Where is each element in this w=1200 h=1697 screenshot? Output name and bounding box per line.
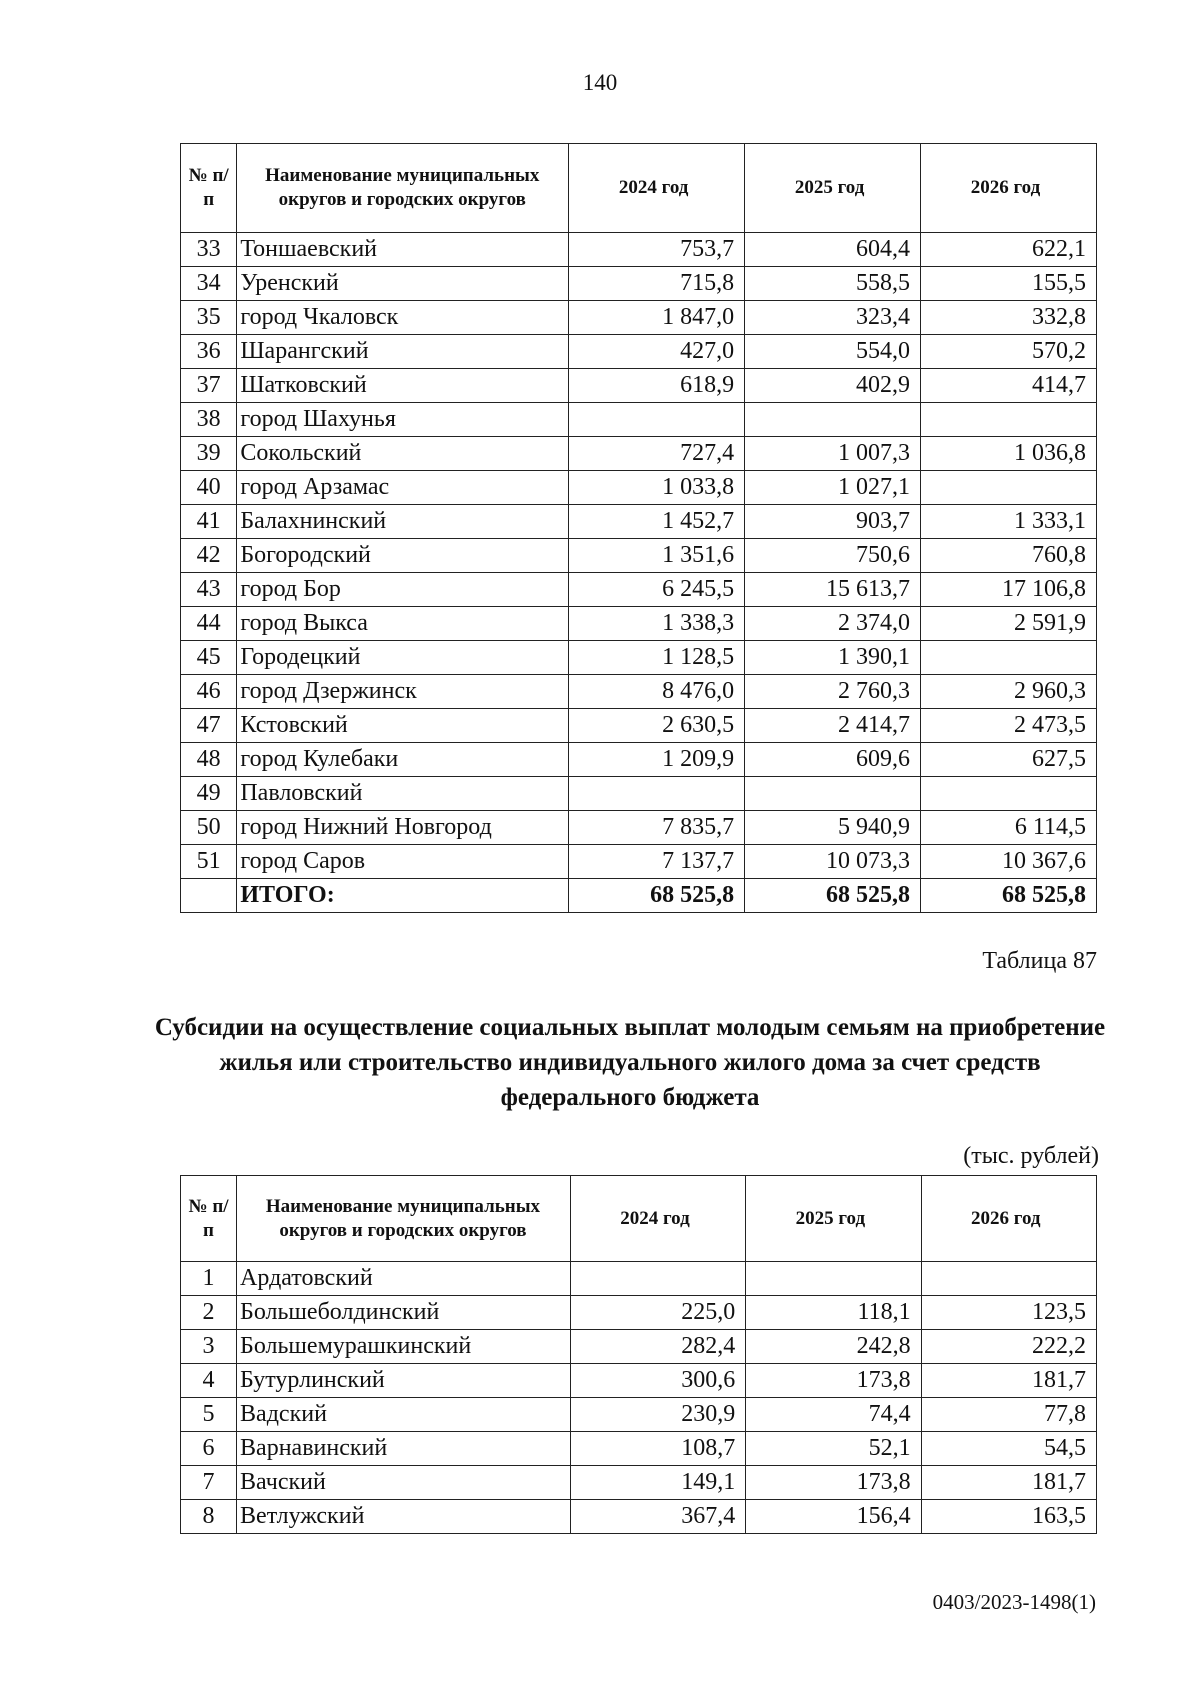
table-row [181, 1364, 1097, 1398]
table-row [181, 1466, 1097, 1500]
table-header-row [181, 1176, 1097, 1262]
row-number: 45 [181, 641, 237, 675]
cell-2026: 54,5 [921, 1432, 1096, 1466]
table-row [181, 403, 1097, 437]
cell-2025: 15 613,7 [745, 573, 921, 607]
total-2024: 68 525,8 [569, 879, 745, 913]
row-number: 7 [181, 1466, 237, 1500]
cell-2026: 123,5 [921, 1296, 1096, 1330]
cell-2026: 17 106,8 [921, 573, 1097, 607]
header-num: № п/п [181, 1176, 237, 1262]
table-row [181, 641, 1097, 675]
row-name: Вачский [237, 1466, 571, 1500]
cell-2025: 2 374,0 [745, 607, 921, 641]
row-name: город Бор [237, 573, 569, 607]
row-name: Большеболдинский [237, 1296, 571, 1330]
cell-2024: 108,7 [570, 1432, 745, 1466]
row-number: 2 [181, 1296, 237, 1330]
header-name: Наименование муниципальных округов и городских округов [237, 144, 569, 233]
cell-2024: 225,0 [570, 1296, 745, 1330]
header-2024: 2024 год [570, 1176, 745, 1262]
row-name: город Шахунья [237, 403, 569, 437]
cell-2025: 323,4 [745, 301, 921, 335]
cell-2026: 622,1 [921, 233, 1097, 267]
row-number: 40 [181, 471, 237, 505]
row-number: 44 [181, 607, 237, 641]
cell-2025: 156,4 [746, 1500, 921, 1534]
cell-2026: 10 367,6 [921, 845, 1097, 879]
row-name: Сокольский [237, 437, 569, 471]
cell-2024: 1 033,8 [569, 471, 745, 505]
row-number: 38 [181, 403, 237, 437]
table-row [181, 845, 1097, 879]
cell-2024: 282,4 [570, 1330, 745, 1364]
table-row [181, 1262, 1097, 1296]
row-name: город Кулебаки [237, 743, 569, 777]
row-number: 48 [181, 743, 237, 777]
cell-2024: 1 128,5 [569, 641, 745, 675]
header-2026: 2026 год [921, 144, 1097, 233]
header-2025: 2025 год [746, 1176, 921, 1262]
table-row [181, 1432, 1097, 1466]
table-row [181, 369, 1097, 403]
table-header-row [181, 144, 1097, 233]
cell-2024: 427,0 [569, 335, 745, 369]
cell-2024: 1 338,3 [569, 607, 745, 641]
row-number: 47 [181, 709, 237, 743]
table-row [181, 743, 1097, 777]
header-2024: 2024 год [569, 144, 745, 233]
cell-2024 [570, 1262, 745, 1296]
row-name: Шарангский [237, 335, 569, 369]
row-number: 36 [181, 335, 237, 369]
table-row [181, 607, 1097, 641]
row-name: Большемурашкинский [237, 1330, 571, 1364]
cell-2025: 5 940,9 [745, 811, 921, 845]
cell-2025: 1 007,3 [745, 437, 921, 471]
cell-2025: 903,7 [745, 505, 921, 539]
cell-2025: 10 073,3 [745, 845, 921, 879]
table-row [181, 301, 1097, 335]
row-name: Богородский [237, 539, 569, 573]
row-name: Варнавинский [237, 1432, 571, 1466]
table-row [181, 1296, 1097, 1330]
table-subsidies-continued [180, 143, 1097, 913]
cell-2024: 715,8 [569, 267, 745, 301]
row-name: Ардатовский [237, 1262, 571, 1296]
header-num: № п/п [181, 144, 237, 233]
row-name: Уренский [237, 267, 569, 301]
cell-2024: 6 245,5 [569, 573, 745, 607]
row-number: 34 [181, 267, 237, 301]
cell-2026: 2 960,3 [921, 675, 1097, 709]
cell-2025: 609,6 [745, 743, 921, 777]
document-code: 0403/2023-1498(1) [932, 1590, 1096, 1614]
cell-2026: 627,5 [921, 743, 1097, 777]
cell-2026 [921, 403, 1097, 437]
header-2026: 2026 год [921, 1176, 1096, 1262]
cell-2025: 118,1 [746, 1296, 921, 1330]
cell-2024: 149,1 [570, 1466, 745, 1500]
cell-2025: 242,8 [746, 1330, 921, 1364]
cell-2024 [569, 403, 745, 437]
cell-2026: 155,5 [921, 267, 1097, 301]
cell-2025 [745, 403, 921, 437]
row-name: Павловский [237, 777, 569, 811]
cell-2024: 8 476,0 [569, 675, 745, 709]
cell-2024: 7 137,7 [569, 845, 745, 879]
cell-2025: 173,8 [746, 1364, 921, 1398]
cell-2026 [921, 471, 1097, 505]
cell-2025: 558,5 [745, 267, 921, 301]
row-number: 1 [181, 1262, 237, 1296]
cell-2024: 300,6 [570, 1364, 745, 1398]
total-num [181, 879, 237, 913]
table-body [181, 1262, 1097, 1534]
cell-2024: 1 351,6 [569, 539, 745, 573]
cell-2025 [746, 1262, 921, 1296]
row-name: город Нижний Новгород [237, 811, 569, 845]
cell-2026: 181,7 [921, 1466, 1096, 1500]
row-number: 8 [181, 1500, 237, 1534]
table-row [181, 1330, 1097, 1364]
row-number: 33 [181, 233, 237, 267]
cell-2025: 52,1 [746, 1432, 921, 1466]
cell-2024: 2 630,5 [569, 709, 745, 743]
row-number: 3 [181, 1330, 237, 1364]
row-name: город Дзержинск [237, 675, 569, 709]
cell-2025: 74,4 [746, 1398, 921, 1432]
row-name: Ветлужский [237, 1500, 571, 1534]
cell-2024: 230,9 [570, 1398, 745, 1432]
header-name: Наименование муниципальных округов и городских округов [237, 1176, 571, 1262]
page-number: 140 [582, 70, 618, 95]
row-number: 35 [181, 301, 237, 335]
total-2025: 68 525,8 [745, 879, 921, 913]
row-name: Шатковский [237, 369, 569, 403]
header-2025: 2025 год [745, 144, 921, 233]
cell-2026: 163,5 [921, 1500, 1096, 1534]
table-row [181, 505, 1097, 539]
row-name: город Арзамас [237, 471, 569, 505]
table-row [181, 777, 1097, 811]
row-name: город Саров [237, 845, 569, 879]
row-name: Вадский [237, 1398, 571, 1432]
cell-2025: 1 390,1 [745, 641, 921, 675]
cell-2024: 1 847,0 [569, 301, 745, 335]
cell-2024: 1 452,7 [569, 505, 745, 539]
cell-2024: 1 209,9 [569, 743, 745, 777]
row-name: Бутурлинский [237, 1364, 571, 1398]
row-number: 4 [181, 1364, 237, 1398]
cell-2026: 77,8 [921, 1398, 1096, 1432]
row-name: город Чкаловск [237, 301, 569, 335]
row-name: Тоншаевский [237, 233, 569, 267]
cell-2026: 414,7 [921, 369, 1097, 403]
row-number: 50 [181, 811, 237, 845]
row-name: Городецкий [237, 641, 569, 675]
cell-2025: 173,8 [746, 1466, 921, 1500]
table-row [181, 1398, 1097, 1432]
cell-2024: 7 835,7 [569, 811, 745, 845]
cell-2026: 2 473,5 [921, 709, 1097, 743]
cell-2026 [921, 641, 1097, 675]
table-row [181, 267, 1097, 301]
cell-2025: 2 760,3 [745, 675, 921, 709]
cell-2026 [921, 777, 1097, 811]
cell-2024: 618,9 [569, 369, 745, 403]
cell-2026: 6 114,5 [921, 811, 1097, 845]
table-row [181, 811, 1097, 845]
cell-2026: 570,2 [921, 335, 1097, 369]
cell-2024 [569, 777, 745, 811]
table-row [181, 539, 1097, 573]
cell-2025: 402,9 [745, 369, 921, 403]
table-label: Таблица 87 [982, 948, 1097, 974]
table-row [181, 1500, 1097, 1534]
cell-2026: 760,8 [921, 539, 1097, 573]
cell-2025: 604,4 [745, 233, 921, 267]
table-row [181, 573, 1097, 607]
row-number: 37 [181, 369, 237, 403]
cell-2025 [745, 777, 921, 811]
table-row [181, 233, 1097, 267]
cell-2024: 367,4 [570, 1500, 745, 1534]
cell-2026: 1 333,1 [921, 505, 1097, 539]
cell-2026: 2 591,9 [921, 607, 1097, 641]
table-row [181, 675, 1097, 709]
row-number: 5 [181, 1398, 237, 1432]
cell-2026: 181,7 [921, 1364, 1096, 1398]
table-row [181, 709, 1097, 743]
section-heading: Субсидии на осуществление социальных выплат молодым семьям на приобретение жилья или строительство индивидуального жилого дома за счет средств федерального бюджета [154, 1014, 1106, 1111]
total-2026: 68 525,8 [921, 879, 1097, 913]
table-youth-family-subsidies [180, 1175, 1097, 1534]
cell-2026: 1 036,8 [921, 437, 1097, 471]
row-name: город Выкса [237, 607, 569, 641]
cell-2026 [921, 1262, 1096, 1296]
table-row [181, 471, 1097, 505]
cell-2024: 753,7 [569, 233, 745, 267]
row-name: Кстовский [237, 709, 569, 743]
cell-2025: 1 027,1 [745, 471, 921, 505]
units-note: (тыс. рублей) [963, 1143, 1099, 1169]
row-number: 41 [181, 505, 237, 539]
row-number: 43 [181, 573, 237, 607]
cell-2025: 2 414,7 [745, 709, 921, 743]
table-row [181, 335, 1097, 369]
total-label: ИТОГО: [237, 879, 569, 913]
row-name: Балахнинский [237, 505, 569, 539]
row-number: 42 [181, 539, 237, 573]
row-number: 51 [181, 845, 237, 879]
row-number: 49 [181, 777, 237, 811]
table-body [181, 233, 1097, 913]
cell-2024: 727,4 [569, 437, 745, 471]
row-number: 6 [181, 1432, 237, 1466]
cell-2025: 750,6 [745, 539, 921, 573]
table-row [181, 437, 1097, 471]
cell-2025: 554,0 [745, 335, 921, 369]
cell-2026: 332,8 [921, 301, 1097, 335]
cell-2026: 222,2 [921, 1330, 1096, 1364]
row-number: 39 [181, 437, 237, 471]
total-row [181, 879, 1097, 913]
row-number: 46 [181, 675, 237, 709]
